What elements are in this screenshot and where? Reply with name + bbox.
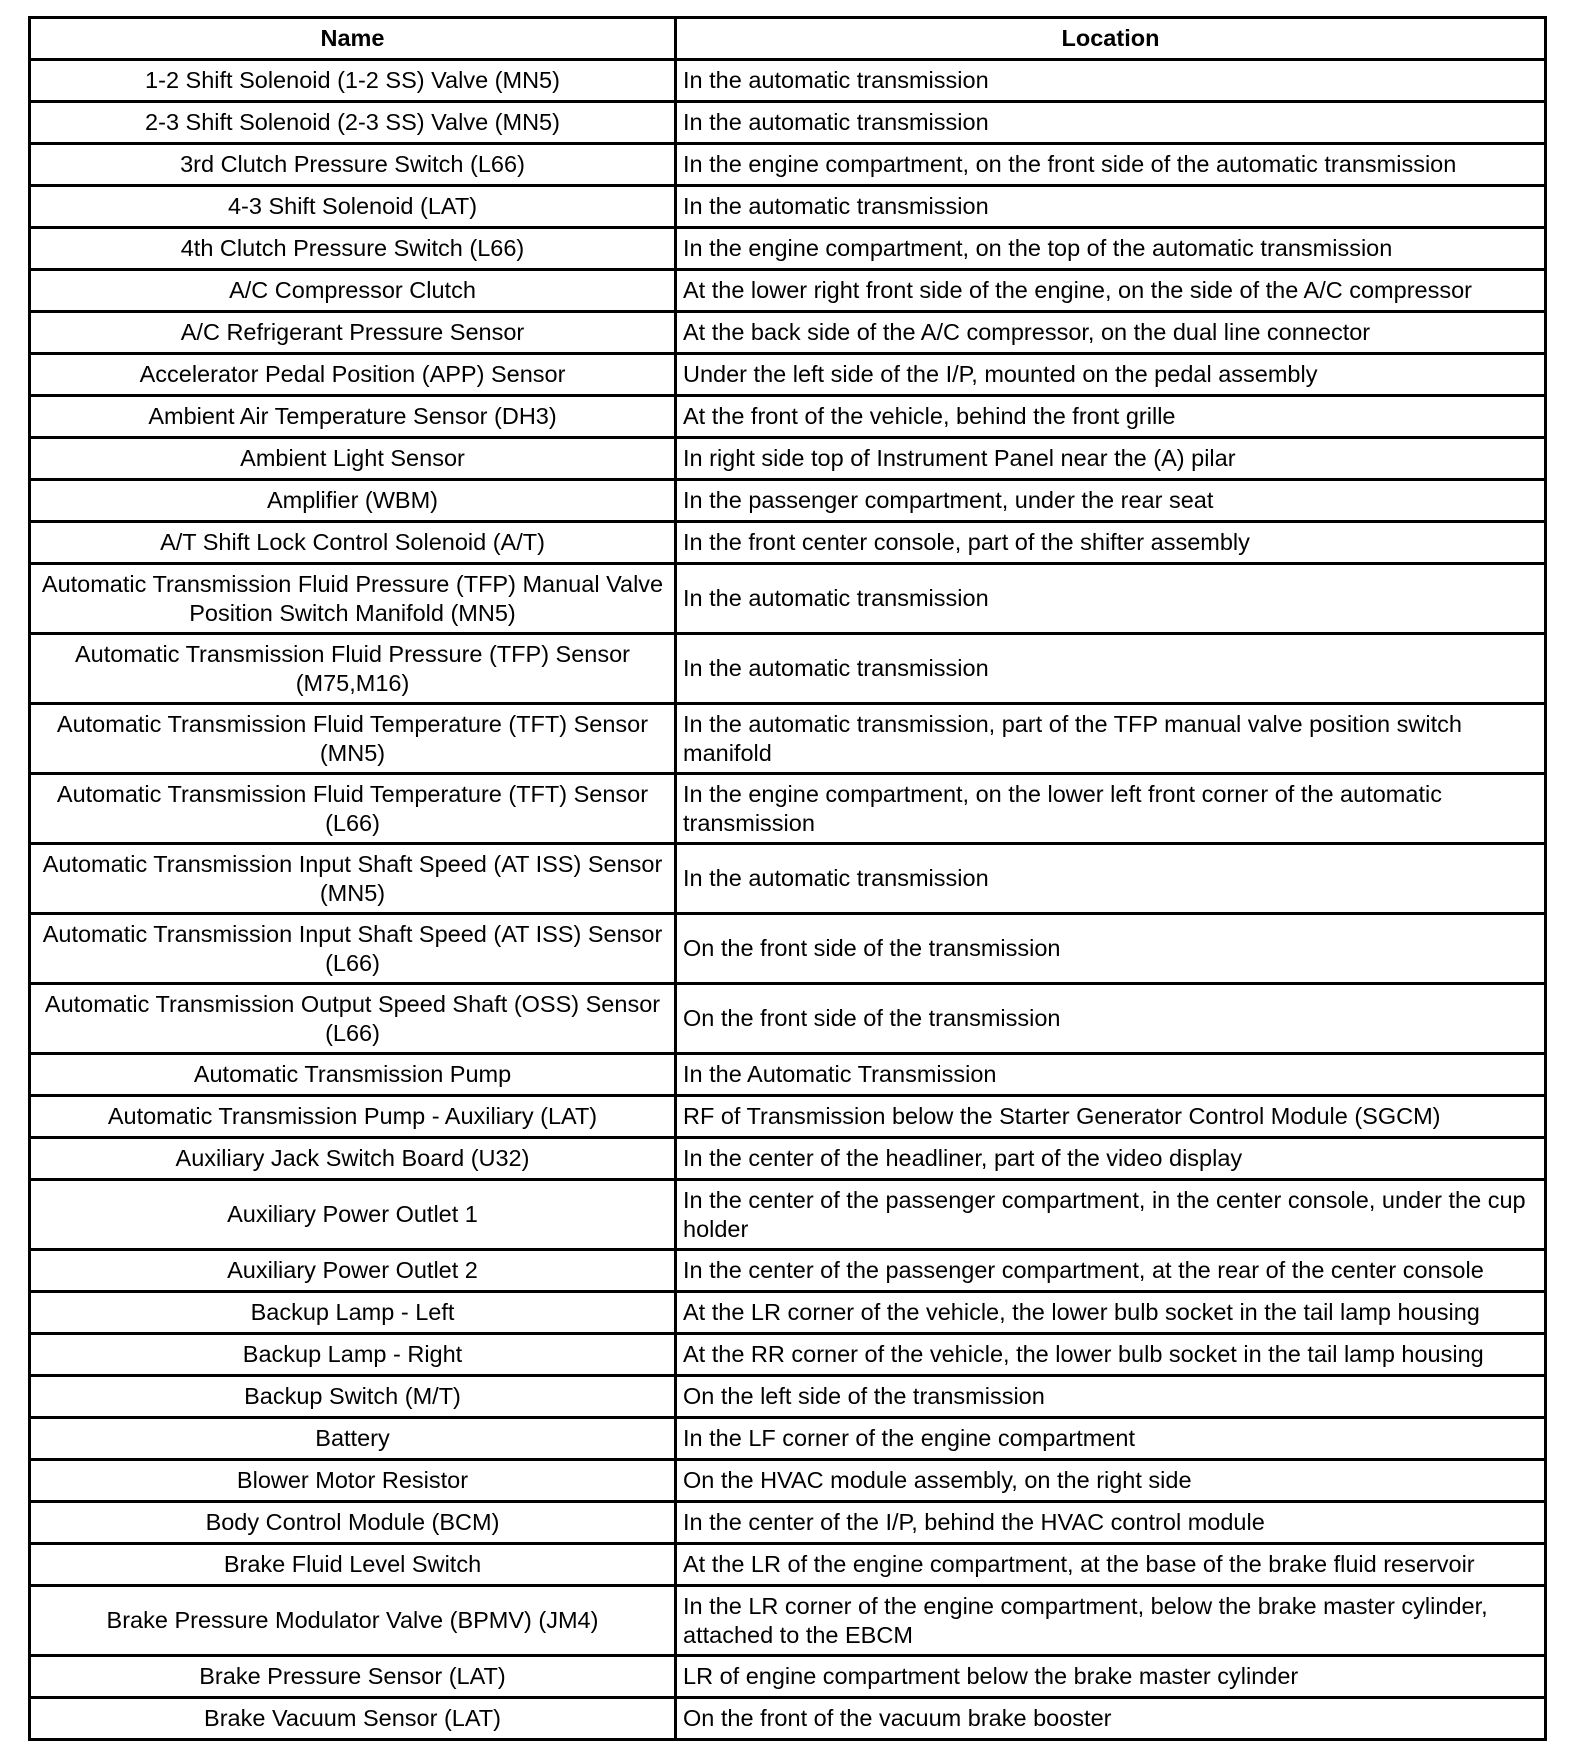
cell-name: Automatic Transmission Pump <box>30 1054 676 1096</box>
table-row <box>30 144 1546 186</box>
cell-name: 1-2 Shift Solenoid (1-2 SS) Valve (MN5) <box>30 60 676 102</box>
cell-location: In the LR corner of the engine compartment, below the brake master cylinder, attached to the EBCM <box>676 1586 1546 1656</box>
cell-name: Brake Pressure Modulator Valve (BPMV) (JM4) <box>30 1586 676 1656</box>
cell-location: In the engine compartment, on the top of the automatic transmission <box>676 228 1546 270</box>
cell-name: Automatic Transmission Pump - Auxiliary (LAT) <box>30 1096 676 1138</box>
cell-location: LR of engine compartment below the brake master cylinder <box>676 1656 1546 1698</box>
table-row <box>30 1656 1546 1698</box>
cell-name: Battery <box>30 1418 676 1460</box>
cell-name: Accelerator Pedal Position (APP) Sensor <box>30 354 676 396</box>
table-body <box>30 60 1546 1740</box>
cell-name: Body Control Module (BCM) <box>30 1502 676 1544</box>
cell-location: In the center of the passenger compartment, at the rear of the center console <box>676 1250 1546 1292</box>
table-row <box>30 564 1546 634</box>
cell-location: In the automatic transmission <box>676 186 1546 228</box>
cell-location: On the HVAC module assembly, on the right side <box>676 1460 1546 1502</box>
cell-name: Automatic Transmission Input Shaft Speed (AT ISS) Sensor (MN5) <box>30 844 676 914</box>
table-row <box>30 480 1546 522</box>
table-row <box>30 438 1546 480</box>
table-row <box>30 1292 1546 1334</box>
cell-location: In the front center console, part of the shifter assembly <box>676 522 1546 564</box>
cell-name: Ambient Air Temperature Sensor (DH3) <box>30 396 676 438</box>
cell-location: In the Automatic Transmission <box>676 1054 1546 1096</box>
cell-name: Auxiliary Power Outlet 2 <box>30 1250 676 1292</box>
cell-name: 4th Clutch Pressure Switch (L66) <box>30 228 676 270</box>
table-row <box>30 1138 1546 1180</box>
cell-name: 3rd Clutch Pressure Switch (L66) <box>30 144 676 186</box>
cell-location: Under the left side of the I/P, mounted on the pedal assembly <box>676 354 1546 396</box>
table-row <box>30 228 1546 270</box>
table-row <box>30 634 1546 704</box>
cell-location: At the RR corner of the vehicle, the lower bulb socket in the tail lamp housing <box>676 1334 1546 1376</box>
cell-location: In the engine compartment, on the lower left front corner of the automatic transmission <box>676 774 1546 844</box>
cell-name: Brake Vacuum Sensor (LAT) <box>30 1698 676 1740</box>
header-name: Name <box>30 18 676 60</box>
cell-name: Ambient Light Sensor <box>30 438 676 480</box>
table-row <box>30 1544 1546 1586</box>
cell-location: On the left side of the transmission <box>676 1376 1546 1418</box>
table-row <box>30 102 1546 144</box>
cell-name: Automatic Transmission Fluid Pressure (TFP) Manual Valve Position Switch Manifold (MN5) <box>30 564 676 634</box>
cell-name: Amplifier (WBM) <box>30 480 676 522</box>
cell-name: Auxiliary Jack Switch Board (U32) <box>30 1138 676 1180</box>
cell-location: In the automatic transmission <box>676 564 1546 634</box>
header-row <box>30 18 1546 60</box>
cell-location: In the center of the passenger compartment, in the center console, under the cup holder <box>676 1180 1546 1250</box>
cell-location: At the LR of the engine compartment, at the base of the brake fluid reservoir <box>676 1544 1546 1586</box>
cell-location: In the automatic transmission <box>676 102 1546 144</box>
cell-name: 4-3 Shift Solenoid (LAT) <box>30 186 676 228</box>
table-row <box>30 1180 1546 1250</box>
cell-location: In the passenger compartment, under the rear seat <box>676 480 1546 522</box>
cell-name: Automatic Transmission Fluid Temperature (TFT) Sensor (MN5) <box>30 704 676 774</box>
cell-location: At the LR corner of the vehicle, the lower bulb socket in the tail lamp housing <box>676 1292 1546 1334</box>
table-row <box>30 396 1546 438</box>
cell-location: In right side top of Instrument Panel near the (A) pilar <box>676 438 1546 480</box>
cell-location: At the back side of the A/C compressor, on the dual line connector <box>676 312 1546 354</box>
table-row <box>30 1054 1546 1096</box>
cell-location: In the center of the I/P, behind the HVAC control module <box>676 1502 1546 1544</box>
cell-name: 2-3 Shift Solenoid (2-3 SS) Valve (MN5) <box>30 102 676 144</box>
cell-name: Brake Fluid Level Switch <box>30 1544 676 1586</box>
cell-name: Backup Lamp - Right <box>30 1334 676 1376</box>
cell-location: In the LF corner of the engine compartment <box>676 1418 1546 1460</box>
cell-name: A/T Shift Lock Control Solenoid (A/T) <box>30 522 676 564</box>
table-row <box>30 1460 1546 1502</box>
table-row <box>30 1502 1546 1544</box>
table-row <box>30 186 1546 228</box>
cell-location: In the automatic transmission, part of the TFP manual valve position switch manifold <box>676 704 1546 774</box>
table-row <box>30 1334 1546 1376</box>
cell-location: In the engine compartment, on the front side of the automatic transmission <box>676 144 1546 186</box>
component-location-table <box>28 16 1544 1741</box>
table-row <box>30 1250 1546 1292</box>
cell-name: A/C Compressor Clutch <box>30 270 676 312</box>
cell-name: A/C Refrigerant Pressure Sensor <box>30 312 676 354</box>
cell-location: At the front of the vehicle, behind the front grille <box>676 396 1546 438</box>
cell-name: Backup Lamp - Left <box>30 1292 676 1334</box>
cell-location: RF of Transmission below the Starter Generator Control Module (SGCM) <box>676 1096 1546 1138</box>
cell-location: In the automatic transmission <box>676 634 1546 704</box>
table-row <box>30 270 1546 312</box>
cell-name: Auxiliary Power Outlet 1 <box>30 1180 676 1250</box>
table-row <box>30 312 1546 354</box>
table-row <box>30 60 1546 102</box>
cell-name: Automatic Transmission Fluid Temperature (TFT) Sensor (L66) <box>30 774 676 844</box>
cell-location: On the front of the vacuum brake booster <box>676 1698 1546 1740</box>
table <box>28 16 1547 1741</box>
table-row <box>30 774 1546 844</box>
header-location: Location <box>676 18 1546 60</box>
table-row <box>30 914 1546 984</box>
cell-location: In the automatic transmission <box>676 60 1546 102</box>
cell-name: Brake Pressure Sensor (LAT) <box>30 1656 676 1698</box>
cell-name: Automatic Transmission Output Speed Shaft (OSS) Sensor (L66) <box>30 984 676 1054</box>
table-row <box>30 1376 1546 1418</box>
table-row <box>30 1698 1546 1740</box>
cell-location: In the center of the headliner, part of the video display <box>676 1138 1546 1180</box>
cell-location: On the front side of the transmission <box>676 984 1546 1054</box>
cell-name: Automatic Transmission Input Shaft Speed (AT ISS) Sensor (L66) <box>30 914 676 984</box>
table-row <box>30 704 1546 774</box>
table-row <box>30 354 1546 396</box>
cell-name: Backup Switch (M/T) <box>30 1376 676 1418</box>
table-row <box>30 522 1546 564</box>
cell-location: In the automatic transmission <box>676 844 1546 914</box>
table-row <box>30 984 1546 1054</box>
cell-location: At the lower right front side of the engine, on the side of the A/C compressor <box>676 270 1546 312</box>
cell-location: On the front side of the transmission <box>676 914 1546 984</box>
cell-name: Blower Motor Resistor <box>30 1460 676 1502</box>
table-row <box>30 1096 1546 1138</box>
table-row <box>30 1418 1546 1460</box>
table-row <box>30 844 1546 914</box>
cell-name: Automatic Transmission Fluid Pressure (TFP) Sensor (M75,M16) <box>30 634 676 704</box>
table-row <box>30 1586 1546 1656</box>
